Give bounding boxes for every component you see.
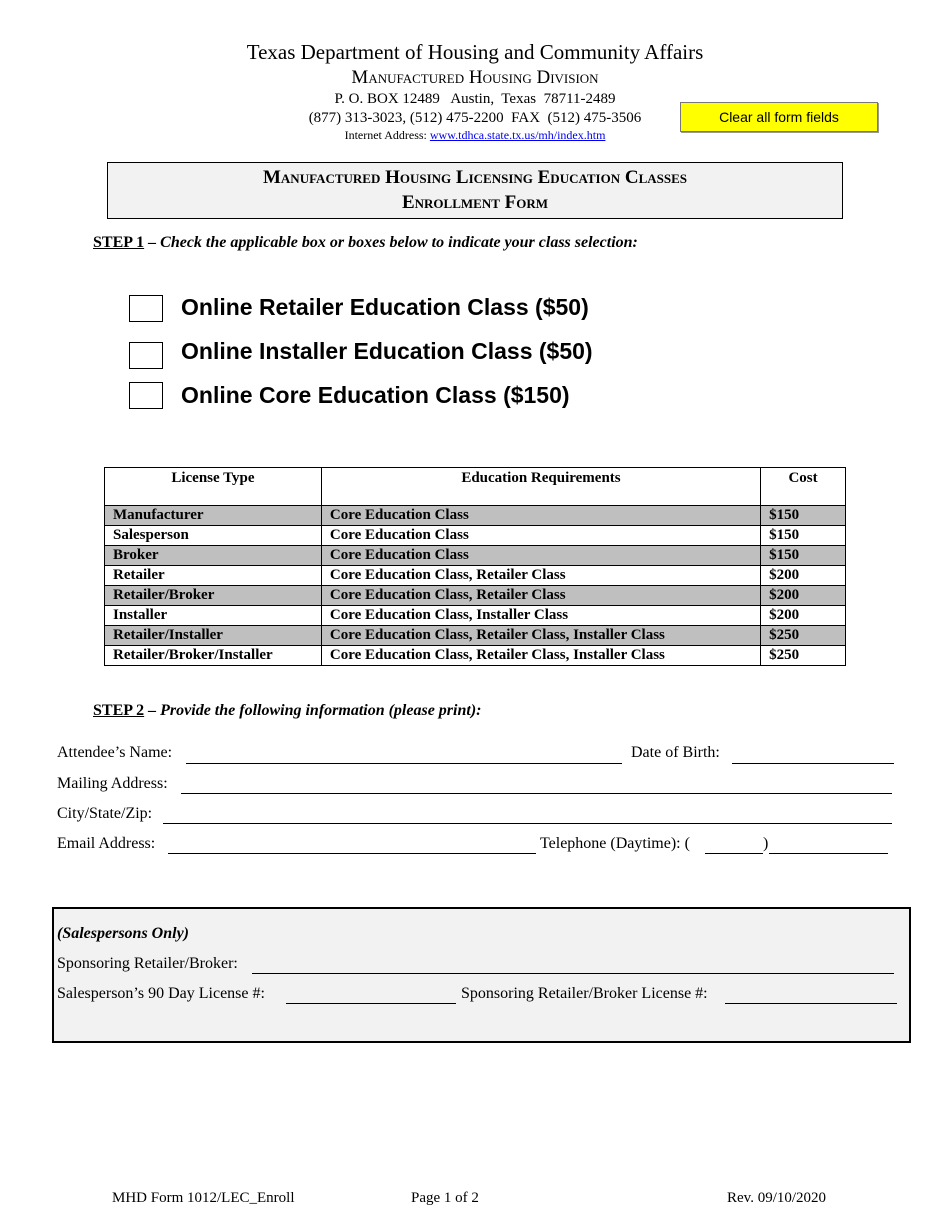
license90-label: Salesperson’s 90 Day License #: — [57, 985, 265, 1002]
table-row — [105, 626, 846, 646]
attendee-name-input[interactable] — [186, 763, 622, 764]
email-label: Email Address: — [57, 835, 156, 852]
core-class-checkbox[interactable] — [129, 382, 163, 409]
step1-text: – Check the applicable box or boxes below to indicate your class selection: — [144, 234, 638, 251]
cost-cell: $200 — [761, 586, 846, 606]
installer-class-checkbox[interactable] — [129, 342, 163, 369]
clear-form-button[interactable]: Clear all form fields — [680, 102, 878, 132]
license-type-cell: Retailer/Broker — [105, 586, 322, 606]
header-license-type: License Type — [105, 468, 322, 506]
header-cost: Cost — [761, 468, 846, 506]
header-education-requirements: Education Requirements — [321, 468, 760, 506]
salespersons-heading: (Salespersons Only) — [57, 925, 190, 942]
step1-instruction — [93, 234, 638, 252]
cost-cell: $150 — [761, 506, 846, 526]
table-row — [105, 566, 846, 586]
cost-cell: $250 — [761, 626, 846, 646]
license-type-cell: Retailer/Installer — [105, 626, 322, 646]
license-type-cell: Manufacturer — [105, 506, 322, 526]
agency-name: Texas Department of Housing and Community Affairs — [246, 40, 704, 64]
telephone-input[interactable] — [769, 853, 888, 854]
cost-cell: $150 — [761, 526, 846, 546]
table-row — [105, 546, 846, 566]
telephone-paren-close: ) — [763, 835, 769, 852]
core-class-label: Online Core Education Class ($150) — [181, 382, 570, 408]
step2-instruction — [93, 702, 481, 720]
website-link[interactable]: www.tdhca.state.tx.us/mh/index.htm — [429, 128, 606, 142]
form-title-line2: Enrollment Form — [401, 192, 549, 213]
telephone-label: Telephone (Daytime): ( — [540, 835, 690, 852]
page-number: Page 1 of 2 — [411, 1190, 479, 1206]
dob-label: Date of Birth: — [631, 744, 720, 761]
requirements-cell: Core Education Class, Retailer Class, Installer Class — [321, 626, 760, 646]
table-row — [105, 606, 846, 626]
requirements-cell: Core Education Class, Installer Class — [321, 606, 760, 626]
license-requirements-table — [104, 467, 846, 666]
form-title-line1: Manufactured Housing Licensing Education Classes — [262, 167, 688, 188]
requirements-cell: Core Education Class, Retailer Class, Installer Class — [321, 646, 760, 666]
sponsor-license-label: Sponsoring Retailer/Broker License #: — [461, 985, 708, 1002]
retailer-class-checkbox[interactable] — [129, 295, 163, 322]
step2-label: STEP 2 — [93, 702, 145, 719]
table-row — [105, 646, 846, 666]
division-name: Manufactured Housing Division — [351, 67, 599, 88]
license-type-cell: Retailer/Broker/Installer — [105, 646, 322, 666]
email-input[interactable] — [168, 853, 536, 854]
attendee-name-label: Attendee’s Name: — [57, 744, 173, 761]
requirements-cell: Core Education Class — [321, 526, 760, 546]
license-type-cell: Installer — [105, 606, 322, 626]
sponsoring-broker-label: Sponsoring Retailer/Broker: — [57, 955, 238, 972]
requirements-cell: Core Education Class — [321, 506, 760, 526]
city-state-zip-input[interactable] — [163, 823, 892, 824]
sponsor-license-input[interactable] — [725, 1003, 897, 1004]
table-row — [105, 526, 846, 546]
license90-input[interactable] — [286, 1003, 456, 1004]
area-code-input[interactable] — [705, 853, 763, 854]
installer-class-label: Online Installer Education Class ($50) — [181, 338, 593, 364]
dob-input[interactable] — [732, 763, 894, 764]
cost-cell: $200 — [761, 606, 846, 626]
license-type-cell: Retailer — [105, 566, 322, 586]
cost-cell: $250 — [761, 646, 846, 666]
table-row — [105, 586, 846, 606]
phone-numbers: (877) 313-3023, (512) 475-2200 FAX (512) 475-3506 — [308, 110, 642, 126]
requirements-cell: Core Education Class, Retailer Class — [321, 586, 760, 606]
step2-text: – Provide the following information (please print): — [144, 702, 482, 719]
cost-cell: $200 — [761, 566, 846, 586]
mailing-address: P. O. BOX 12489 Austin, Texas 78711-2489 — [334, 91, 616, 107]
form-id: MHD Form 1012/LEC_Enroll — [112, 1190, 295, 1206]
license-type-cell: Broker — [105, 546, 322, 566]
table-row — [105, 506, 846, 526]
city-state-zip-label: City/State/Zip: — [57, 805, 153, 822]
mailing-address-label: Mailing Address: — [57, 775, 168, 792]
requirements-cell: Core Education Class, Retailer Class — [321, 566, 760, 586]
revision-date: Rev. 09/10/2020 — [727, 1190, 827, 1206]
mailing-address-input[interactable] — [181, 793, 892, 794]
sponsoring-broker-input[interactable] — [252, 973, 894, 974]
license-type-cell: Salesperson — [105, 526, 322, 546]
internet-label: Internet Address: — [344, 128, 427, 142]
step1-label: STEP 1 — [93, 234, 145, 251]
table-header-row — [105, 468, 846, 506]
requirements-cell: Core Education Class — [321, 546, 760, 566]
cost-cell: $150 — [761, 546, 846, 566]
retailer-class-label: Online Retailer Education Class ($50) — [181, 294, 589, 320]
form-title — [107, 162, 843, 219]
